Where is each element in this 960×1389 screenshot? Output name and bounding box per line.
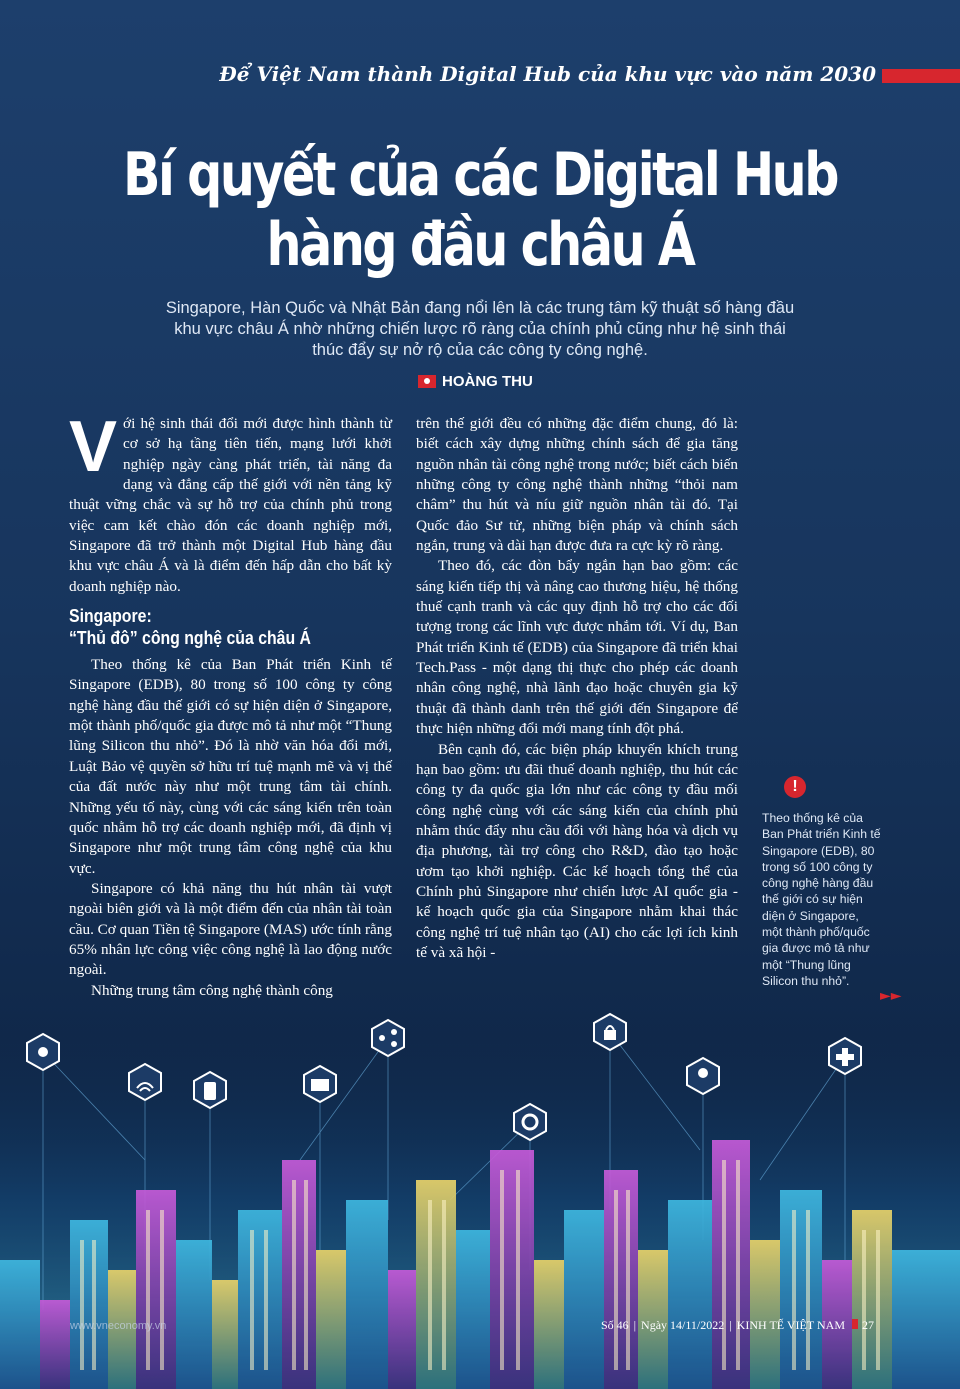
section-subhead (69, 605, 386, 649)
gear-icon (514, 1104, 546, 1140)
paragraph: Theo thống kê của Ban Phát triển Kinh tế Singapore (EDB), 80 trong số 100 công ty công nghệ hàng đầu thế giới có sự hiện diện ở Singapore, một thành phố/quốc gia được mô tả như một “Thung lũng Silicon thu nhỏ”. Đó là nhờ văn hóa đổi mới, Luật Bảo vệ quyền sở hữu trí tuệ mạnh mẽ và vị thế của đất nước này như một trung tâm tài chính. Những yếu tố này, cùng với các sáng kiến trên toàn quốc nhằm hỗ trợ các doanh nghiệp mới, đã định vị Singapore như một trung tâm công nghệ của khu vực. (69, 656, 392, 877)
header-accent-bar (882, 69, 960, 83)
title-line-2: hàng đầu châu Á (266, 210, 694, 280)
footer-date: Ngày 14/11/2022 (641, 1318, 725, 1332)
footer-magazine: KINH TẾ VIỆT NAM (736, 1318, 845, 1332)
paragraph: trên thế giới đều có những đặc điểm chung, đó là: biết cách xây dựng những chính sách để gia tăng nguồn nhân tài công nghệ trong nước; biết cách biến những công ty công nghệ thành những “thỏi nam châm” thu hút và níu giữ nguồn nhân tài đó. Tại Quốc đảo Sư tử, những biện pháp và chính sách ngắn, trung và dài hạn được đưa ra cực kỳ rõ ràng. (416, 415, 738, 555)
continue-arrow-icon: ►► (880, 988, 902, 1004)
title-line-1: Bí quyết của các Digital Hub (122, 140, 838, 210)
share-icon (372, 1020, 404, 1056)
subhead-line-1: Singapore: (69, 606, 152, 627)
header-kicker: Để Việt Nam thành Digital Hub của khu vực vào năm 2030 (219, 62, 876, 86)
paragraph: Bên cạnh đó, các biện pháp khuyến khích trung hạn bao gồm: ưu đãi thuế doanh nghiệp, thu hút các công ty đa quốc gia lớn như các công ty đầu mối công nghệ cùng với các sáng kiến của chính phủ nhằm thúc đẩy nhu cầu đổi với hàng hóa và dịch vụ địa phương, tài trợ công cho R&D, đào tạo hoặc ươm tạo khởi nghiệp. Các kế hoạch tổng thể của Chính phủ Singapore như chiến lược AI quốc gia - kế hoạch quốc gia của Singapore nhằm khai thác công nghệ trí tuệ nhân tạo (AI) cho các lợi ích kinh tế và xã hội - (416, 740, 738, 961)
alert-icon: ! (784, 776, 806, 798)
intro-paragraph (69, 407, 392, 597)
page-number: 27 (862, 1318, 874, 1332)
paragraph: Những trung tâm công nghệ thành công (91, 981, 333, 999)
watermark: www.vneconomy.vn (70, 1320, 167, 1332)
subhead-line-2: “Thủ đô” công nghệ của châu Á (69, 628, 312, 649)
author-icon (418, 375, 436, 388)
author-byline (418, 373, 533, 390)
sidebar-text: Theo thống kê của Ban Phát triển Kinh tế Singapore (EDB), 80 trong số 100 công ty công nghệ hàng đầu thế giới có sự hiện diện ở Singapore, một thành phố/quốc gia được mô tả như một “Thung lũng Silicon thu nhỏ”. (762, 811, 881, 988)
column-left (69, 407, 392, 1001)
dropcap: V (69, 407, 118, 487)
article-subtitle: Singapore, Hàn Quốc và Nhật Bản đang nổi lên là các trung tâm kỹ thuật số hàng đầu khu vực châu Á nhờ những chiến lược rõ ràng của chính phủ cũng như hệ sinh thái thúc đẩy sự nở rộ của các công ty công nghệ. (165, 299, 795, 359)
author-name: HOÀNG THU (442, 373, 533, 390)
column-right (416, 414, 738, 963)
page-footer: Số 46 | Ngày 14/11/2022 | KINH TẾ VIỆT NAM 27 (600, 1318, 874, 1332)
sidebar-callout (762, 776, 902, 1004)
intro-text: ới hệ sinh thái đổi mới được hình thành từ cơ sở hạ tầng tiên tiến, mạng lưới khởi nghiệp ngày càng phát triển, tài năng đa dạng và đẳng cấp thế giới với nền tảng kỹ thuật vững chắc và sự hỗ trợ của chính phủ trong việc cam kết chào đón các doanh nghiệp mới, Singapore đã trở thành một Digital Hub hàng đầu khu vực châu Á và là điểm đến hấp dẫn cho bất kỳ doanh nghiệp nào. (69, 415, 392, 595)
paragraph: Theo đó, các đòn bẩy ngắn hạn bao gồm: các sáng kiến tiếp thị và nâng cao thương hiệu, hệ thống thuế cạnh tranh và các quy định hỗ trợ cho các đối tượng trong các lĩnh vực được nhắm tới. Ví dụ, Ban Phát triển Kinh tế (EDB) của Singapore đã triển khai Tech.Pass - một dạng thị thực cho phép các doanh nhân công nghệ, nhà lãnh đạo hoặc chuyên gia kỹ thuật đã thành danh trên thế giới đến Singapore để thực hiện những đổi mới mang tính đột phá. (416, 557, 738, 738)
article-title (86, 140, 873, 280)
paragraph: Singapore có khả năng thu hút nhân tài vượt ngoài biên giới và là một điểm đến của nhân tài toàn cầu. Cơ quan Tiền tệ Singapore (MAS) ước tính rằng 65% nhân lực công việc công nghệ là lao động nước ngoài. (69, 879, 392, 979)
footer-issue: Số 46 (600, 1318, 629, 1332)
footer-accent-mark (852, 1319, 858, 1329)
